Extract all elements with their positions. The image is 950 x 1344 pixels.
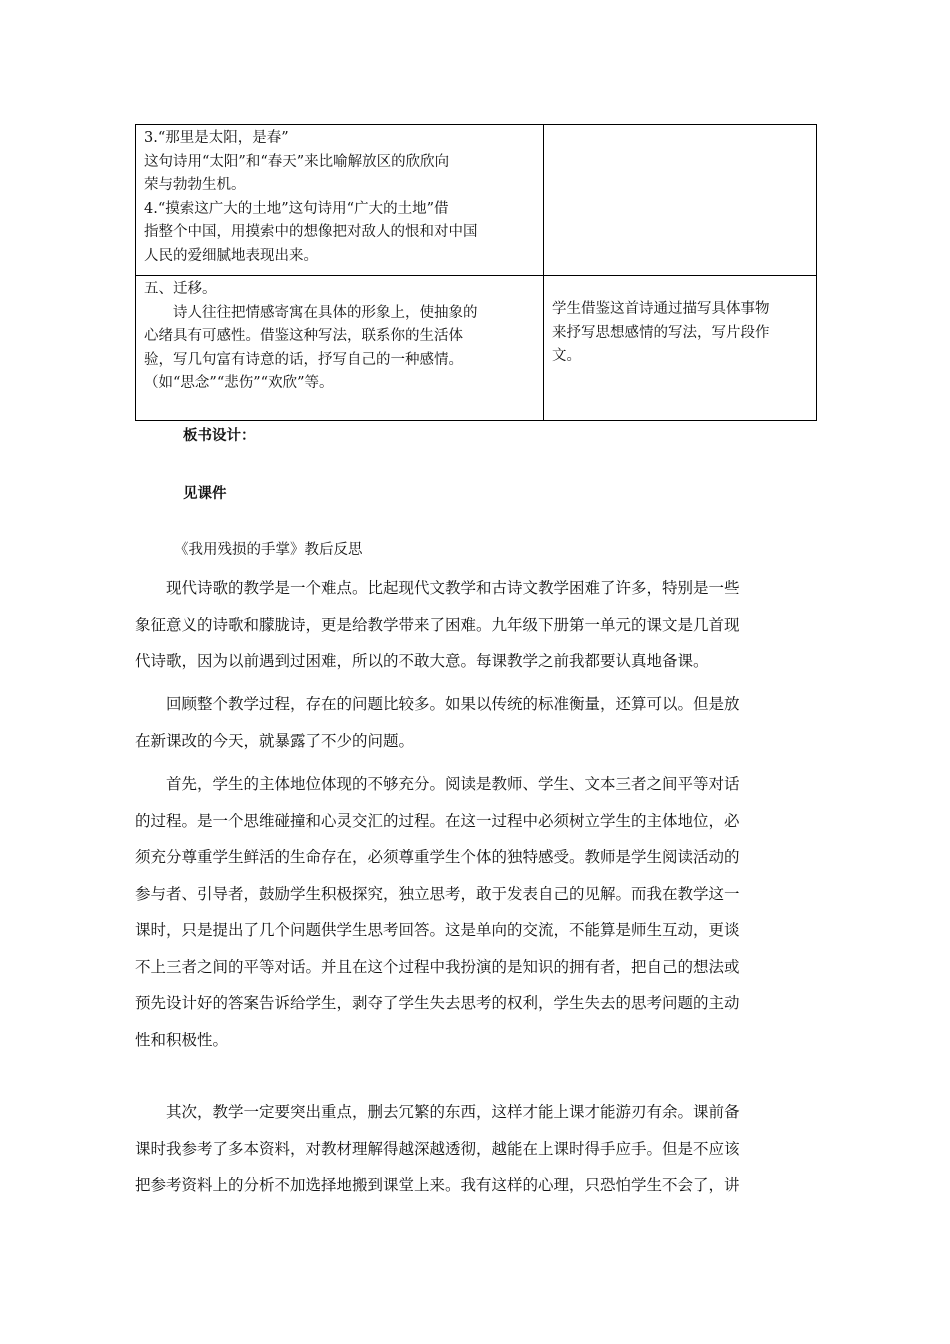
- teaching-content-cell: [136, 125, 544, 276]
- table-line: 人民的爱细腻地表现出来。: [144, 247, 318, 264]
- table-line: 荣与勃勃生机。: [144, 177, 246, 193]
- reflection-paragraph: [135, 570, 816, 680]
- paragraph-line: 课时，只是提出了几个问题供学生思考回答。这是单向的交流，不能算是师生互动，更谈: [135, 921, 740, 939]
- paragraph-line: 在新课改的今天，就暴露了不少的问题。: [135, 731, 415, 750]
- paragraph-line: 代诗歌，因为以前遇到过困难，所以的不敢大意。每课教学之前我都要认真地备课。: [135, 652, 709, 670]
- table-row: [136, 125, 817, 276]
- table-line: 3.“那里是太阳，是春”: [144, 130, 289, 146]
- reflection-paragraph: [135, 1094, 816, 1204]
- paragraph-line: 参与者、引导者，鼓励学生积极探究，独立思考，敢于发表自己的见解。而我在教学这一: [135, 884, 740, 903]
- table-line: 指整个中国，用摸索中的想像把对敌人的恨和对中国: [144, 224, 478, 240]
- paragraph-line: 性和积极性。: [135, 1030, 229, 1049]
- student-activity-cell: [544, 276, 817, 421]
- table-line: 验，写几句富有诗意的话，抒写自己的一种感情。: [144, 351, 463, 368]
- board-design-content: 见课件: [183, 485, 227, 502]
- table-line: 来抒写思想感情的写法，写片段作: [552, 324, 770, 341]
- reflection-title: 《我用残损的手掌》教后反思: [174, 542, 363, 558]
- paragraph-line: 不上三者之间的平等对话。并且在这个过程中我扮演的是知识的拥有者，把自己的想法或: [135, 957, 740, 976]
- paragraph-line: 现代诗歌的教学是一个难点。比起现代文教学和古诗文教学困难了许多，特别是一些: [166, 579, 740, 597]
- table-line: （如“思念”“悲伤”“欢欣”等。: [144, 375, 334, 391]
- paragraph-line: 象征意义的诗歌和朦胧诗，更是给教学带来了困难。九年级下册第一单元的课文是几首现: [135, 615, 740, 634]
- student-activity-cell: [544, 125, 817, 276]
- paragraph-line: 预先设计好的答案告诉给学生，剥夺了学生失去思考的权利，学生失去的思考问题的主动: [135, 994, 740, 1012]
- reflection-paragraph: [135, 686, 816, 759]
- paragraph-line: 其次，教学一定要突出重点，删去冗繁的东西，这样才能上课才能游刃有余。课前备: [166, 1103, 740, 1121]
- paragraph-line: 的过程。是一个思维碰撞和心灵交汇的过程。在这一过程中必须树立学生的主体地位，必: [135, 811, 740, 830]
- reflection-paragraph: [135, 766, 816, 1058]
- table-line: 4.“摸索这广大的土地”这句诗用“广大的土地”借: [144, 200, 449, 217]
- paragraph-line: 把参考资料上的分析不加选择地搬到课堂上来。我有这样的心理，只恐怕学生不会了，讲: [135, 1176, 740, 1194]
- paragraph-line: 首先，学生的主体地位体现的不够充分。阅读是教师、学生、文本三者之间平等对话: [166, 775, 740, 793]
- paragraph-line: 课时我参考了多本资料，对教材理解得越深越透彻，越能在上课时得手应手。但是不应该: [135, 1139, 740, 1158]
- table-line: 诗人往往把情感寄寓在具体的形象上，使抽象的: [173, 304, 478, 321]
- table-line: 心绪具有可感性。借鉴这种写法，联系你的生活体: [144, 328, 463, 344]
- table-line: 这句诗用“太阳”和“春天”来比喻解放区的欣欣向: [144, 153, 450, 170]
- paragraph-line: 回顾整个教学过程，存在的问题比较多。如果以传统的标准衡量，还算可以。但是放: [166, 695, 740, 713]
- table-line: 文。: [552, 348, 581, 364]
- table-line: 学生借鉴这首诗通过描写具体事物: [552, 301, 770, 317]
- lesson-plan-table: [135, 124, 817, 421]
- table-row: [136, 276, 817, 421]
- board-design-heading: 板书设计：: [183, 427, 256, 444]
- teaching-content-cell: [136, 276, 544, 421]
- paragraph-line: 须充分尊重学生鲜活的生命存在，必须尊重学生个体的独特感受。教师是学生阅读活动的: [135, 848, 740, 866]
- section-heading: 五、迁移。: [144, 281, 217, 297]
